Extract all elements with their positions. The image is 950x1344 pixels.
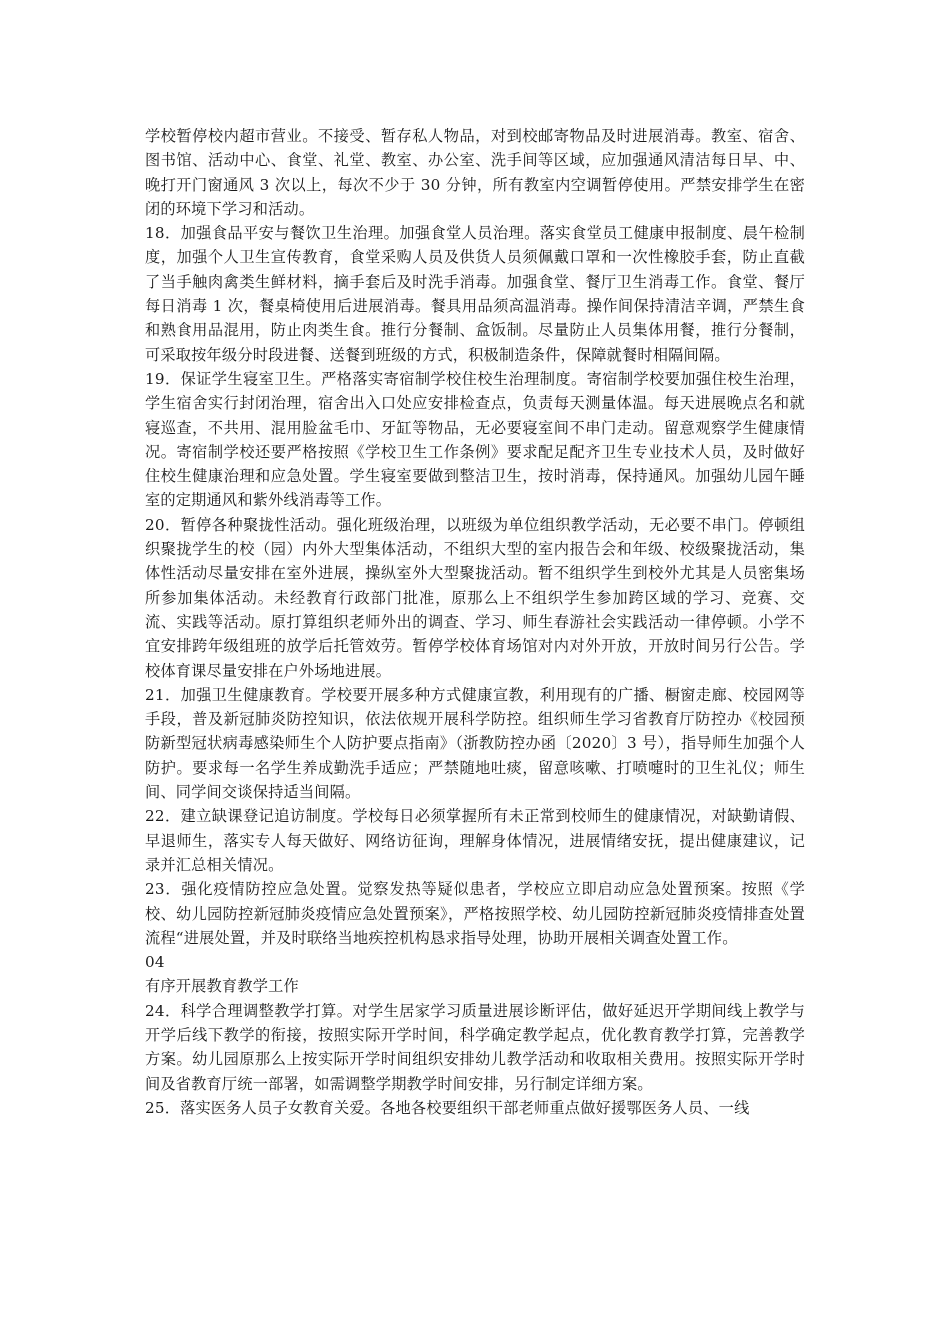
paragraph-item-22: 22．建立缺课登记追访制度。学校每日必须掌握所有未正常到校师生的健康情况，对缺勤请假、早退师生，落实专人每天做好、网络访征询，理解身体情况，进展情绪安抚，提出健康建议，记录并汇总相关情况。 xyxy=(145,807,805,874)
paragraph-item-23: 23．强化疫情防控应急处置。觉察发热等疑似患者，学校应立即启动应急处置预案。按照《学校、幼儿园防控新冠肺炎疫情应急处置预案》，严格按照学校、幼儿园防控新冠肺炎疫情排查处置流程“进展处置，并及时联络当地疾控机构恳求指导处理，协助开展相关调查处置工作。 xyxy=(145,880,805,947)
paragraph-intro: 学校暂停校内超市营业。不接受、暂存私人物品，对到校邮寄物品及时进展消毒。教室、宿舍、图书馆、活动中心、食堂、礼堂、教室、办公室、洗手间等区域，应加强通风清洁每日早、中、晚打开门窗通风 3 次以上，每次不少于 30 分钟，所有教室内空调暂停使用。严禁安排学生在密闭的环境下学习和活动。 xyxy=(145,127,805,218)
paragraph-item-20: 20．暂停各种聚拢性活动。强化班级治理，以班级为单位组织教学活动，无必要不串门。停顿组织聚拢学生的校（园）内外大型集体活动，不组织大型的室内报告会和年级、校级聚拢活动，集体性活动尽量安排在室外进展，操纵室外大型聚拢活动。暂不组织学生到校外尤其是人员密集场所参加集体活动。未经教育行政部门批准，原那么上不组织学生参加跨区域的学习、竞赛、交流、实践等活动。原打算组织老师外出的调查、学习、师生春游社会实践活动一律停顿。小学不宜安排跨年级组班的放学后托管效劳。暂停学校体育场馆对内对外开放，开放时间另行公告。学校体育课尽量安排在户外场地进展。 xyxy=(145,515,805,680)
paragraph-item-18: 18．加强食品平安与餐饮卫生治理。加强食堂人员治理。落实食堂员工健康申报制度、晨午检制度，加强个人卫生宣传教育，食堂采购人员及供货人员须佩戴口罩和一次性橡胶手套，防止直截了当手触肉禽类生鲜材料，摘手套后及时洗手消毒。加强食堂、餐厅卫生消毒工作。食堂、餐厅每日消毒 1 次，餐桌椅使用后进展消毒。餐具用品须高温消毒。操作间保持清洁辛调，严禁生食和熟食用品混用，防止肉类生食。推行分餐制、盒饭制。尽量防止人员集体用餐，推行分餐制，可采取按年级分时段进餐、送餐到班级的方式，积极制造条件，保障就餐时相隔间隔。 xyxy=(145,224,805,364)
document-page xyxy=(145,124,805,1120)
paragraph-item-24: 24．科学合理调整教学打算。对学生居家学习质量进展诊断评估，做好延迟开学期间线上教学与开学后线下教学的衔接，按照实际开学时间，科学确定教学起点，优化教育教学打算，完善教学方案。幼儿园原那么上按实际开学时间组织安排幼儿教学活动和收取相关费用。按照实际开学时间及省教育厅统一部署，如需调整学期教学时间安排，另行制定详细方案。 xyxy=(145,1001,805,1093)
section-title: 有序开展教育教学工作 xyxy=(145,977,299,996)
paragraph-item-21: 21．加强卫生健康教育。学校要开展多种方式健康宣教，利用现有的广播、橱窗走廊、校园网等手段，普及新冠肺炎防控知识，依法依规开展科学防控。组织师生学习省教育厅防控办《校园预防新型冠状病毒感染师生个人防护要点指南》（浙教防控办函〔2020〕3 号），指导师生加强个人防护。要求每一名学生养成勤洗手适应；严禁随地吐痰，留意咳嗽、打喷嚏时的卫生礼仪；师生间、同学间交谈保持适当间隔。 xyxy=(145,685,805,802)
paragraph-item-25: 25．落实医务人员子女教育关爱。各地各校要组织干部老师重点做好援鄂医务人员、一线 xyxy=(145,1098,750,1117)
paragraph-item-19: 19．保证学生寝室卫生。严格落实寄宿制学校住校生治理制度。寄宿制学校要加强住校生治理，学生宿舍实行封闭治理，宿舍出入口处应安排检查点，负责每天测量体温。每天进展晚点名和就寝巡查，不共用、混用脸盆毛巾、牙缸等物品，无必要寝室间不串门走动。留意观察学生健康情况。寄宿制学校还要严格按照《学校卫生工作条例》要求配足配齐卫生专业技术人员，及时做好住校生健康治理和应急处置。学生寝室要做到整洁卫生，按时消毒，保持通风。加强幼儿园午睡室的定期通风和紫外线消毒等工作。 xyxy=(145,369,805,510)
section-number: 04 xyxy=(145,953,165,972)
